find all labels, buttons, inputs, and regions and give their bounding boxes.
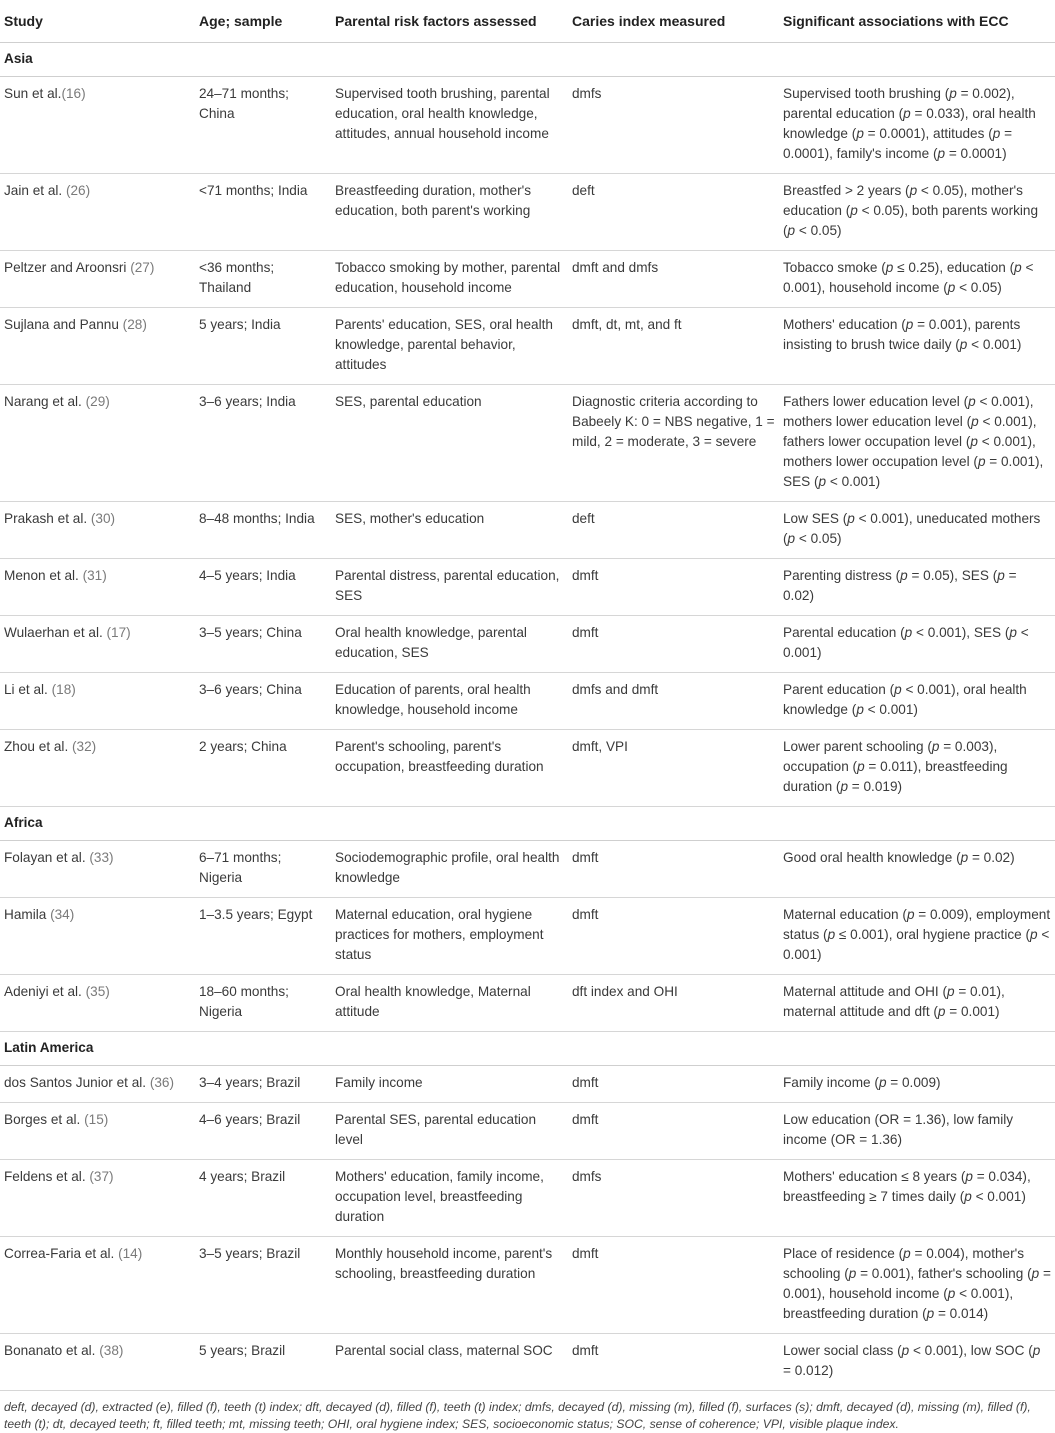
caries-index-cell: dmft, dt, mt, and ft: [568, 308, 779, 385]
associations-cell: Lower social class (p < 0.001), low SOC (p = 0.012): [779, 1334, 1055, 1391]
age-sample-cell: 3–5 years; Brazil: [195, 1237, 331, 1334]
caries-index-cell: dmfs: [568, 1160, 779, 1237]
study-name: Hamila: [4, 907, 51, 922]
age-sample-cell: 4–5 years; India: [195, 559, 331, 616]
age-sample-cell: 24–71 months; China: [195, 77, 331, 174]
study-cell: [0, 975, 195, 1032]
study-name: Folayan et al.: [4, 850, 90, 865]
table-row: [0, 502, 1055, 559]
header-caries-index: Caries index measured: [568, 2, 779, 43]
risk-factors-cell: Supervised tooth brushing, parental education, oral health knowledge, attitudes, annual household income: [331, 77, 568, 174]
risk-factors-cell: Monthly household income, parent's schooling, breastfeeding duration: [331, 1237, 568, 1334]
reference-link[interactable]: (16): [61, 86, 86, 101]
study-name: Adeniyi et al.: [4, 984, 86, 999]
study-name: Sun et al.: [4, 86, 62, 101]
table-row: [0, 251, 1055, 308]
study-cell: [0, 559, 195, 616]
study-cell: [0, 841, 195, 898]
study-name: Wulaerhan et al.: [4, 625, 107, 640]
age-sample-cell: 3–6 years; China: [195, 673, 331, 730]
risk-factors-cell: Tobacco smoking by mother, parental education, household income: [331, 251, 568, 308]
age-sample-cell: 8–48 months; India: [195, 502, 331, 559]
risk-factors-cell: Education of parents, oral health knowledge, household income: [331, 673, 568, 730]
reference-link[interactable]: (28): [122, 317, 147, 332]
risk-factors-cell: Parental distress, parental education, SES: [331, 559, 568, 616]
study-cell: [0, 308, 195, 385]
caries-index-cell: dmft: [568, 841, 779, 898]
caries-index-cell: dmft: [568, 559, 779, 616]
table-row: [0, 1334, 1055, 1391]
study-name: Borges et al.: [4, 1112, 85, 1127]
study-name: Jain et al.: [4, 183, 66, 198]
caries-index-cell: dmft: [568, 1237, 779, 1334]
caries-index-cell: dft index and OHI: [568, 975, 779, 1032]
associations-cell: Parent education (p < 0.001), oral health knowledge (p < 0.001): [779, 673, 1055, 730]
age-sample-cell: 3–5 years; China: [195, 616, 331, 673]
associations-cell: Parental education (p < 0.001), SES (p < 0.001): [779, 616, 1055, 673]
reference-link[interactable]: (15): [84, 1112, 109, 1127]
table-row: [0, 385, 1055, 502]
study-cell: [0, 174, 195, 251]
caries-index-cell: dmft: [568, 1103, 779, 1160]
study-name: dos Santos Junior et al.: [4, 1075, 150, 1090]
associations-cell: Parenting distress (p = 0.05), SES (p = 0.02): [779, 559, 1055, 616]
reference-link[interactable]: (31): [82, 568, 107, 583]
study-name: Sujlana and Pannu: [4, 317, 123, 332]
study-cell: [0, 616, 195, 673]
study-cell: [0, 1160, 195, 1237]
caries-index-cell: dmft and dmfs: [568, 251, 779, 308]
table-row: [0, 308, 1055, 385]
age-sample-cell: <71 months; India: [195, 174, 331, 251]
table-row: [0, 1103, 1055, 1160]
table-row: [0, 1237, 1055, 1334]
study-name: Correa-Faria et al.: [4, 1246, 119, 1261]
table-row: [0, 730, 1055, 807]
associations-cell: Breastfed > 2 years (p < 0.05), mother's education (p < 0.05), both parents working (p < 0.05): [779, 174, 1055, 251]
associations-cell: Supervised tooth brushing (p = 0.002), parental education (p = 0.033), oral health knowledge (p = 0.0001), attitudes (p = 0.0001), family's income (p = 0.0001): [779, 77, 1055, 174]
age-sample-cell: 5 years; India: [195, 308, 331, 385]
age-sample-cell: 2 years; China: [195, 730, 331, 807]
study-name: Feldens et al.: [4, 1169, 90, 1184]
associations-cell: Mothers' education ≤ 8 years (p = 0.034), breastfeeding ≥ 7 times daily (p < 0.001): [779, 1160, 1055, 1237]
reference-link[interactable]: (32): [72, 739, 97, 754]
region-row: [0, 807, 1055, 841]
header-row: [0, 2, 1055, 43]
study-name: Narang et al.: [4, 394, 86, 409]
age-sample-cell: 6–71 months; Nigeria: [195, 841, 331, 898]
risk-factors-cell: Parental social class, maternal SOC: [331, 1334, 568, 1391]
header-study: Study: [0, 2, 195, 43]
reference-link[interactable]: (30): [90, 511, 116, 526]
age-sample-cell: 3–4 years; Brazil: [195, 1066, 331, 1103]
age-sample-cell: <36 months; Thailand: [195, 251, 331, 308]
table-row: [0, 616, 1055, 673]
study-name: Zhou et al.: [4, 739, 73, 754]
study-cell: [0, 1237, 195, 1334]
associations-cell: Family income (p = 0.009): [779, 1066, 1055, 1103]
caries-index-cell: Diagnostic criteria according to Babeely K: 0 = NBS negative, 1 = mild, 2 = moderate, 3 = severe: [568, 385, 779, 502]
risk-factors-cell: Maternal education, oral hygiene practices for mothers, employment status: [331, 898, 568, 975]
table-header: [0, 2, 1055, 43]
associations-cell: Good oral health knowledge (p = 0.02): [779, 841, 1055, 898]
header-significant-associations: Significant associations with ECC: [779, 2, 1055, 43]
study-cell: [0, 77, 195, 174]
risk-factors-cell: SES, mother's education: [331, 502, 568, 559]
table-body: [0, 43, 1055, 1391]
region-row: [0, 1032, 1055, 1066]
region-label: Africa: [0, 807, 1055, 841]
caries-index-cell: dmft: [568, 898, 779, 975]
table-row: [0, 841, 1055, 898]
study-name: Peltzer and Aroonsri: [4, 260, 131, 275]
reference-link[interactable]: (29): [85, 394, 110, 409]
study-name: Prakash et al.: [4, 511, 91, 526]
table-row: [0, 898, 1055, 975]
caries-index-cell: deft: [568, 502, 779, 559]
age-sample-cell: 3–6 years; India: [195, 385, 331, 502]
reference-link[interactable]: (14): [118, 1246, 143, 1261]
associations-cell: Place of residence (p = 0.004), mother's schooling (p = 0.001), father's schooling (p = 0.001), household income (p < 0.001), breastfeeding duration (p = 0.014): [779, 1237, 1055, 1334]
table-row: [0, 77, 1055, 174]
study-name: Bonanato et al.: [4, 1343, 100, 1358]
age-sample-cell: 4 years; Brazil: [195, 1160, 331, 1237]
header-parental-risk-factors: Parental risk factors assessed: [331, 2, 568, 43]
associations-cell: Fathers lower education level (p < 0.001), mothers lower education level (p < 0.001), fathers lower occupation level (p < 0.001), mothers lower occupation level (p = 0.001), SES (p < 0.001): [779, 385, 1055, 502]
age-sample-cell: 18–60 months; Nigeria: [195, 975, 331, 1032]
associations-cell: Mothers' education (p = 0.001), parents insisting to brush twice daily (p < 0.001): [779, 308, 1055, 385]
age-sample-cell: 4–6 years; Brazil: [195, 1103, 331, 1160]
age-sample-cell: 1–3.5 years; Egypt: [195, 898, 331, 975]
reference-link[interactable]: (17): [106, 625, 131, 640]
associations-cell: Maternal education (p = 0.009), employment status (p ≤ 0.001), oral hygiene practice (p < 0.001): [779, 898, 1055, 975]
study-cell: [0, 1066, 195, 1103]
age-sample-cell: 5 years; Brazil: [195, 1334, 331, 1391]
table-footnote: deft, decayed (d), extracted (e), filled (f), teeth (t) index; dft, decayed (d), filled (f), teeth (t) index; dmfs, decayed (d), missing (m), filled (f), surfaces (s); dmft, decayed (d), missing (m), filled (f), teeth (t); dt, decayed teeth; ft, filled teeth; mt, missing teeth; OHI, oral hygiene index; SES, socioeconomic status; SOC, sense of coherence; VPI, visible plaque index.: [4, 1400, 1031, 1431]
table-row: [0, 1066, 1055, 1103]
risk-factors-cell: Mothers' education, family income, occupation level, breastfeeding duration: [331, 1160, 568, 1237]
reference-link[interactable]: (34): [50, 907, 75, 922]
study-name: Menon et al.: [4, 568, 83, 583]
region-label: Asia: [0, 43, 1055, 77]
table-row: [0, 673, 1055, 730]
table-row: [0, 1160, 1055, 1237]
region-row: [0, 43, 1055, 77]
caries-index-cell: dmft: [568, 1066, 779, 1103]
associations-cell: Tobacco smoke (p ≤ 0.25), education (p < 0.001), household income (p < 0.05): [779, 251, 1055, 308]
region-label: Latin America: [0, 1032, 1055, 1066]
table-row: [0, 559, 1055, 616]
caries-index-cell: dmfs and dmft: [568, 673, 779, 730]
associations-cell: Low SES (p < 0.001), uneducated mothers (p < 0.05): [779, 502, 1055, 559]
caries-index-cell: dmfs: [568, 77, 779, 174]
reference-link[interactable]: (18): [51, 682, 76, 697]
caries-index-cell: deft: [568, 174, 779, 251]
study-table: [0, 2, 1055, 1391]
associations-cell: Low education (OR = 1.36), low family income (OR = 1.36): [779, 1103, 1055, 1160]
risk-factors-cell: Breastfeeding duration, mother's education, both parent's working: [331, 174, 568, 251]
study-cell: [0, 251, 195, 308]
risk-factors-cell: Family income: [331, 1066, 568, 1103]
reference-link[interactable]: (27): [130, 260, 155, 275]
risk-factors-cell: Sociodemographic profile, oral health knowledge: [331, 841, 568, 898]
table-row: [0, 174, 1055, 251]
reference-link[interactable]: (26): [65, 183, 91, 198]
risk-factors-cell: Parental SES, parental education level: [331, 1103, 568, 1160]
caries-index-cell: dmft, VPI: [568, 730, 779, 807]
study-cell: [0, 673, 195, 730]
caries-index-cell: dmft: [568, 616, 779, 673]
reference-link[interactable]: (38): [99, 1343, 124, 1358]
risk-factors-cell: Parents' education, SES, oral health knowledge, parental behavior, attitudes: [331, 308, 568, 385]
reference-link[interactable]: (33): [89, 850, 114, 865]
study-cell: [0, 502, 195, 559]
study-cell: [0, 385, 195, 502]
study-cell: [0, 1103, 195, 1160]
study-cell: [0, 898, 195, 975]
reference-link[interactable]: (35): [85, 984, 110, 999]
associations-cell: Lower parent schooling (p = 0.003), occupation (p = 0.011), breastfeeding duration (p = 0.019): [779, 730, 1055, 807]
study-cell: [0, 1334, 195, 1391]
risk-factors-cell: Oral health knowledge, parental education, SES: [331, 616, 568, 673]
reference-link[interactable]: (36): [149, 1075, 175, 1090]
study-name: Li et al.: [4, 682, 52, 697]
caries-index-cell: dmft: [568, 1334, 779, 1391]
study-cell: [0, 730, 195, 807]
table-row: [0, 975, 1055, 1032]
associations-cell: Maternal attitude and OHI (p = 0.01), maternal attitude and dft (p = 0.001): [779, 975, 1055, 1032]
risk-factors-cell: Oral health knowledge, Maternal attitude: [331, 975, 568, 1032]
header-age-sample: Age; sample: [195, 2, 331, 43]
reference-link[interactable]: (37): [89, 1169, 114, 1184]
risk-factors-cell: SES, parental education: [331, 385, 568, 502]
risk-factors-cell: Parent's schooling, parent's occupation, breastfeeding duration: [331, 730, 568, 807]
